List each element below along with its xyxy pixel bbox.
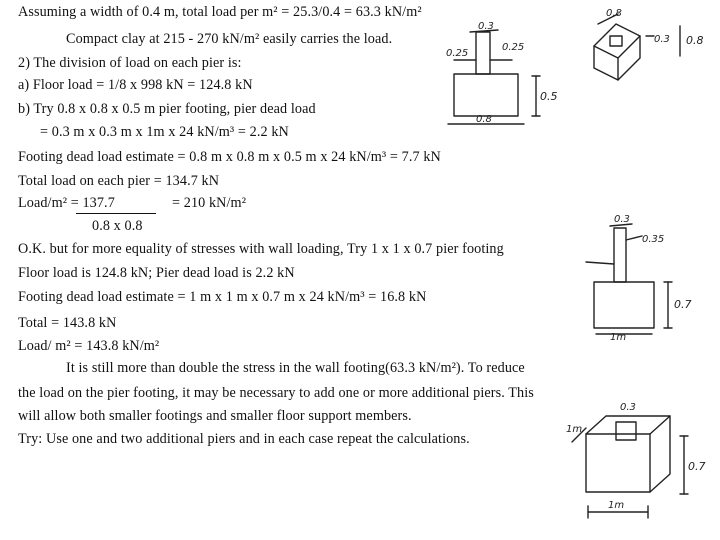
- text-line-8: Total load on each pier = 134.7 kN: [18, 173, 220, 189]
- text-line-19: Try: Use one and two additional piers and in each case repeat the calculations.: [18, 431, 470, 447]
- pier-footing-isometric-sketch-2: [588, 6, 718, 86]
- sketch1-height-dim: 0.5: [540, 90, 558, 103]
- text-line-17: the load on the pier footing, it may be necessary to add one or more additional piers. This: [18, 385, 534, 401]
- text-line-12: Floor load is 124.8 kN; Pier dead load is 2.2 kN: [18, 265, 295, 281]
- text-line-2: Compact clay at 215 - 270 kN/m² easily carries the load.: [66, 31, 393, 47]
- text-line-18: will allow both smaller footings and smaller floor support members.: [18, 408, 412, 424]
- text-line-3: 2) The division of load on each pier is:: [18, 55, 242, 71]
- text-line-15: Load/ m² = 143.8 kN/m²: [18, 338, 160, 354]
- sketch3-height-dim: 0.7: [674, 298, 692, 311]
- pier-footing-isometric-sketch-4: [566, 402, 706, 532]
- sketch4-top-dim: 0.3: [620, 402, 636, 413]
- pier-footing-elevation-sketch-3: [580, 212, 710, 342]
- text-line-1: Assuming a width of 0.4 m, total load per m² = 25.3/0.4 = 63.3 kN/m²: [18, 4, 422, 20]
- text-line-10: 0.8 x 0.8: [92, 218, 143, 234]
- text-line-13: Footing dead load estimate = 1 m x 1 m x 0.7 m x 24 kN/m³ = 16.8 kN: [18, 289, 427, 305]
- sketch2-pier-dim: 0.3: [654, 34, 670, 45]
- text-line-9a: Load/m² = 137.7: [18, 195, 115, 211]
- text-line-7: Footing dead load estimate = 0.8 m x 0.8 m x 0.5 m x 24 kN/m³ = 7.7 kN: [18, 149, 441, 165]
- text-line-5: b) Try 0.8 x 0.8 x 0.5 m pier footing, pier dead load: [18, 101, 316, 117]
- sketch2-width-dim: 0.8: [606, 8, 622, 19]
- sketch4-base-dim: 1m: [608, 500, 625, 511]
- pier-footing-elevation-sketch-1: [440, 21, 570, 134]
- sketch3-base-dim: 1m: [610, 332, 627, 343]
- text-line-4: a) Floor load = 1/8 x 998 kN = 124.8 kN: [18, 77, 253, 93]
- sketch1-top-dim: 0.3: [478, 21, 494, 32]
- sketch1-right-dim: 0.25: [502, 42, 525, 53]
- sketch1-left-dim: 0.25: [446, 48, 469, 59]
- sketch4-height-dim: 0.7: [688, 460, 706, 473]
- fraction-bar: [76, 213, 156, 214]
- text-line-6: = 0.3 m x 0.3 m x 1m x 24 kN/m³ = 2.2 kN: [40, 124, 289, 140]
- sketch3-top-dim: 0.3: [614, 214, 630, 225]
- text-line-9b: = 210 kN/m²: [172, 195, 247, 211]
- text-line-11: O.K. but for more equality of stresses with wall loading, Try 1 x 1 x 0.7 pier footing: [18, 241, 504, 257]
- sketch2-height-dim: 0.8: [686, 34, 704, 47]
- sketch1-base-dim: 0.8: [476, 114, 492, 125]
- text-line-16: It is still more than double the stress in the wall footing(63.3 kN/m²). To reduce: [66, 360, 525, 376]
- text-line-14: Total = 143.8 kN: [18, 315, 117, 331]
- sketch4-side-dim: 1m: [566, 424, 583, 435]
- sketch3-side-dim: 0.35: [642, 234, 665, 245]
